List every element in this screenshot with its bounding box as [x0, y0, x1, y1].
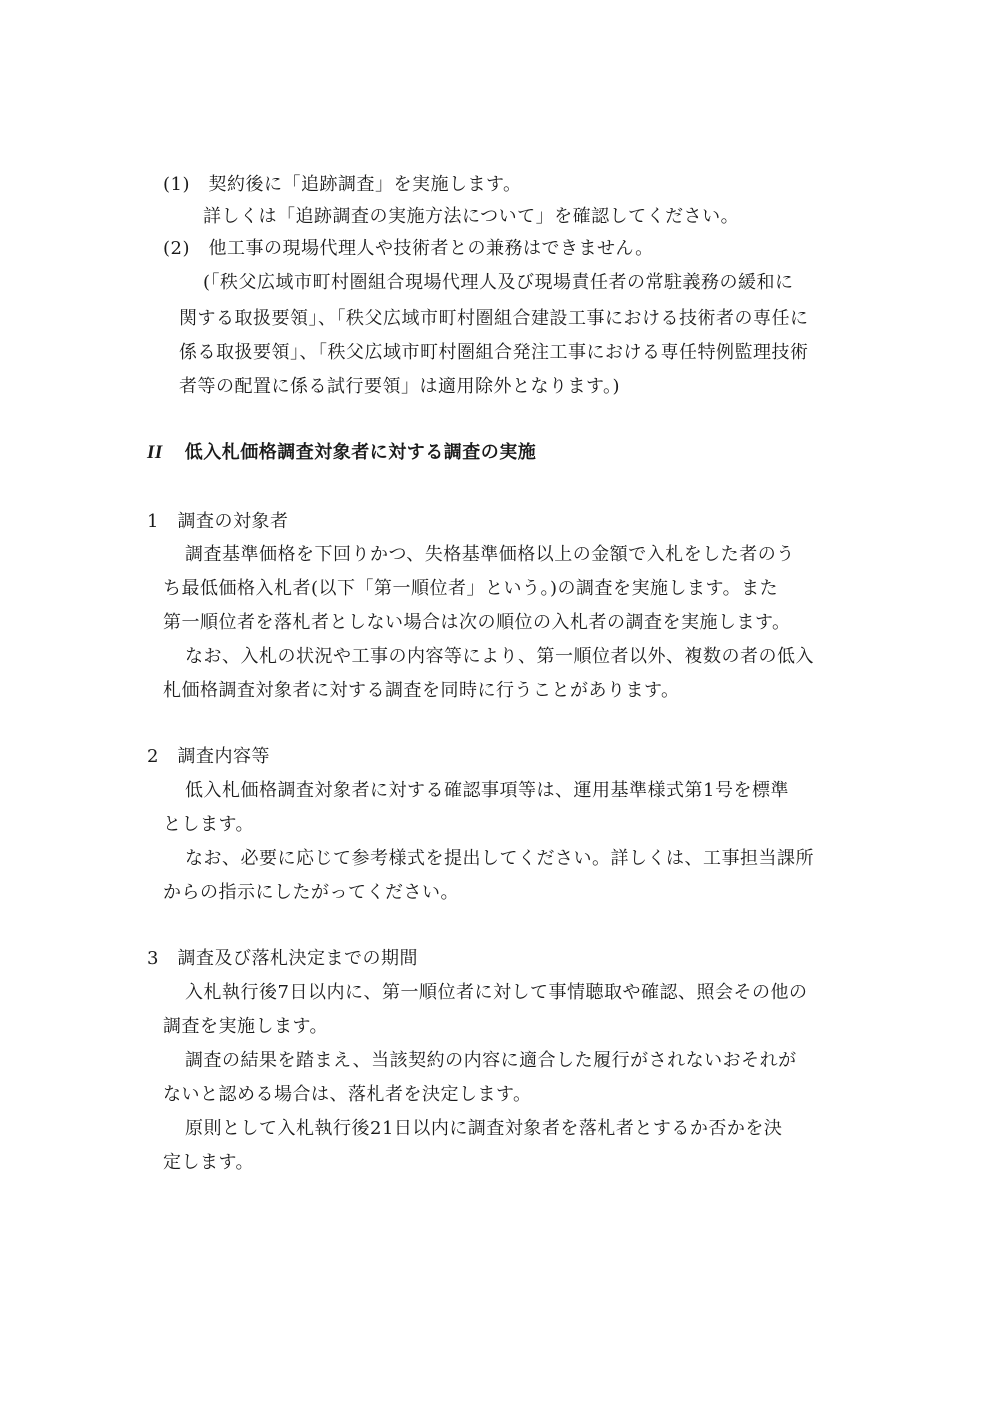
subsection-3-para-line: 調査を実施します。	[163, 1016, 329, 1037]
subsection-3-para-line: 入札執行後7日以内に、第一順位者に対して事情聴取や確認、照会その他の	[185, 982, 808, 1003]
item-2-body-line: 関する取扱要領」、「秩父広域市町村圏組合建設工事における技術者の専任に	[179, 308, 809, 329]
subsection-2-para-line: からの指示にしたがってください。	[163, 882, 459, 903]
chapter-numeral: II	[147, 442, 163, 463]
item-1-title: (1) 契約後に「追跡調査」を実施します。	[163, 174, 522, 195]
subsection-3-para-line: ないと認める場合は、落札者を決定します。	[163, 1084, 532, 1105]
item-1-body: 詳しくは「追跡調査の実施方法について」を確認してください。	[203, 206, 740, 227]
subsection-2-para-line: とします。	[163, 814, 255, 835]
item-2-title: (2) 他工事の現場代理人や技術者との兼務はできません。	[163, 238, 654, 259]
subsection-2-para-line: なお、必要に応じて参考様式を提出してください。詳しくは、工事担当課所	[185, 848, 814, 869]
subsection-3-para-line: 定します。	[163, 1152, 255, 1173]
item-2-body-line: (「秩父広域市町村圏組合現場代理人及び現場責任者の常駐義務の緩和に	[203, 272, 794, 293]
chapter-title: 低入札価格調査対象者に対する調査の実施	[184, 442, 537, 463]
chapter-heading	[147, 441, 536, 465]
subsection-1-para-line: 札価格調査対象者に対する調査を同時に行うことがあります。	[163, 680, 680, 701]
subsection-3-heading: 3 調査及び落札決定までの期間	[147, 948, 418, 969]
subsection-1-para-line: 調査基準価格を下回りかつ、失格基準価格以上の金額で入札をした者のう	[185, 544, 795, 565]
subsection-1-para-line: ち最低価格入札者(以下「第一順位者」という。)の調査を実施します。また	[163, 578, 779, 599]
subsection-1-para-line: 第一順位者を落札者としない場合は次の順位の入札者の調査を実施します。	[163, 612, 791, 633]
subsection-3-para-line: 原則として入札執行後21日以内に調査対象者を落札者とするか否かを決	[185, 1118, 783, 1139]
subsection-3-para-line: 調査の結果を踏まえ、当該契約の内容に適合した履行がされないおそれが	[185, 1050, 797, 1071]
subsection-1-para-line: なお、入札の状況や工事の内容等により、第一順位者以外、複数の者の低入	[185, 646, 814, 667]
item-2-body-line: 係る取扱要領」、「秩父広域市町村圏組合発注工事における専任特例監理技術	[179, 342, 809, 363]
subsection-1-heading: 1 調査の対象者	[147, 511, 289, 532]
subsection-2-heading: 2 調査内容等	[147, 746, 270, 767]
item-2-body-line: 者等の配置に係る試行要領」は適用除外となります。)	[179, 376, 621, 397]
subsection-2-para-line: 低入札価格調査対象者に対する確認事項等は、運用基準様式第1号を標準	[185, 780, 789, 801]
